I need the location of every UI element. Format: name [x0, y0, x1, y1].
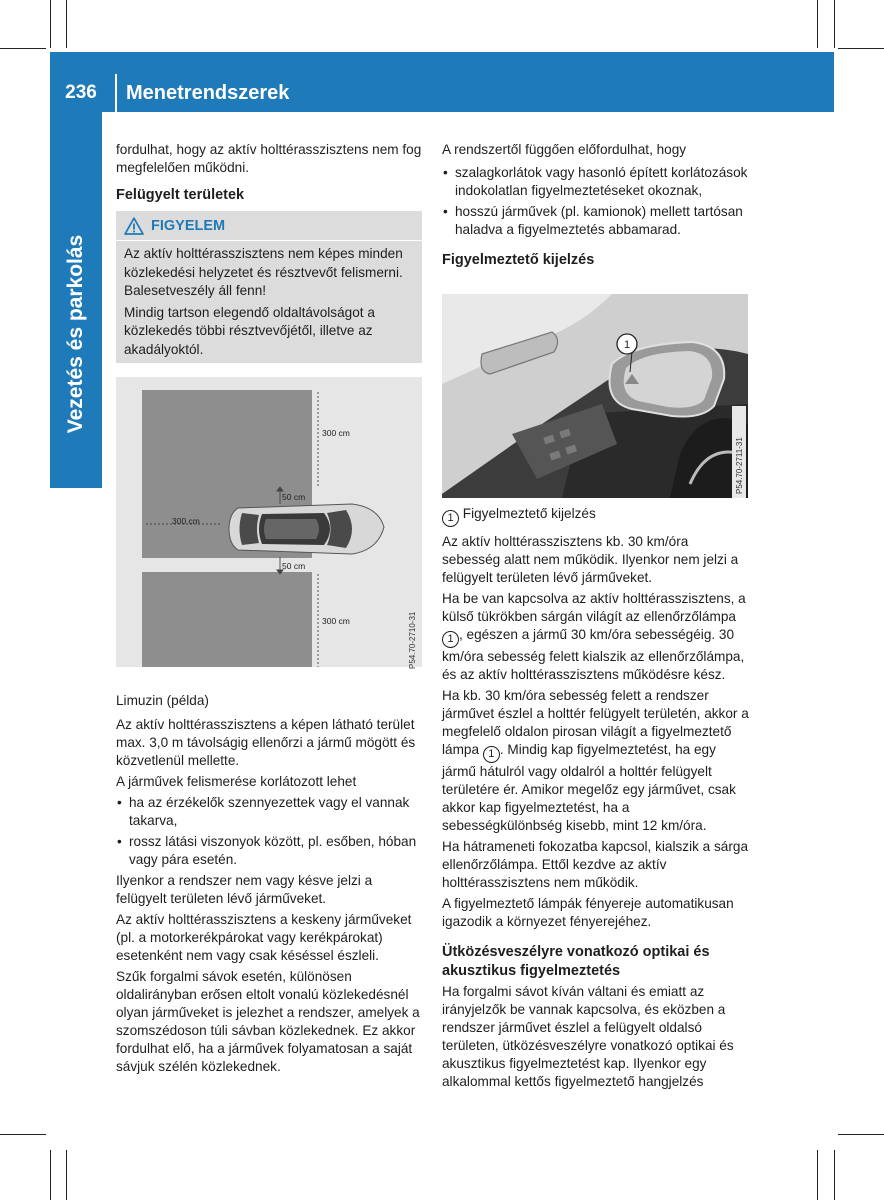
paragraph-part: , egészen a jármű 30 km/óra sebességéig. 30 km/óra sebesség felett kialszik az ellenőrzőlámpa, és az aktív holttérasszisztens működésre kész.	[442, 627, 745, 682]
paragraph	[442, 590, 750, 684]
page-number: 236	[65, 82, 97, 103]
warning-divider	[116, 240, 422, 241]
list-item: • ha az érzékelők szennyezettek vagy el vannak takarva,	[116, 794, 424, 830]
warning-title: FIGYELEM	[151, 218, 226, 234]
list-item: • hosszú járművek (pl. kamionok) mellett tartósan haladva a figyelmeztetés abbamarad.	[442, 203, 750, 239]
left-column-bottom	[116, 692, 424, 1079]
crop-mark	[50, 0, 51, 48]
right-column-bottom	[442, 505, 750, 1094]
crop-mark	[834, 0, 835, 48]
side-mirror-photo	[442, 294, 748, 498]
side-section-tab-label: Vezetés és parkolás	[64, 234, 87, 434]
crop-mark	[838, 1134, 884, 1135]
section-heading: Ütközésveszélyre vonatkozó optikai és akusztikus figyelmeztetés	[442, 944, 710, 979]
paragraph: Az aktív holttérasszisztens kb. 30 km/óra sebesség alatt nem működik. Ilyenkor nem jelzi a felügyelt területen lévő járműveket.	[442, 534, 739, 585]
header-divider	[115, 74, 117, 112]
crop-mark	[817, 0, 818, 48]
warning-triangle-icon	[124, 217, 144, 235]
warning-box	[116, 211, 422, 363]
legend-number: 1	[483, 746, 500, 763]
paragraph-part: . Mindig kap figyelmeztetést, ha egy jármű hátulról vagy oldalról a holttér felügyelt területére ér. Amikor megelőz egy járművet, csak akkor kap figyelmeztetést, ha a sebességkülönbség kisebb, mint 12 km/óra.	[442, 742, 736, 833]
dim-label-gap-bottom: 50 cm	[282, 561, 306, 571]
warning-paragraph: Mindig tartson elegendő oldaltávolságot a közlekedés többi résztvevőjétől, illetve az akadályoktól.	[124, 304, 375, 357]
legend-text: Figyelmeztető kijelzés	[462, 506, 596, 521]
chapter-title: Menetrendszerek	[126, 82, 290, 104]
paragraph: Az aktív holttérasszisztens a képen látható terület max. 3,0 m távolságig ellenőrzi a jármű mögött és közvetlenül mellette.	[116, 717, 416, 768]
crop-mark	[0, 1134, 46, 1135]
dim-label-rear: 300 cm	[172, 516, 200, 526]
paragraph: A rendszertől függően előfordulhat, hogy	[442, 142, 687, 157]
warning-body	[124, 245, 420, 362]
legend-number: 1	[442, 510, 459, 527]
crop-mark	[66, 1150, 67, 1200]
dim-label-bottom: 300 cm	[322, 616, 350, 626]
left-column-top	[116, 141, 424, 205]
paragraph-part: Ha kb. 30 km/óra sebesség felett a rendszer járművet észlel a holttér felügyelt területén, akkor a megfelelő oldalon pirosan világít a figyelmeztető lámpa	[442, 688, 749, 757]
paragraph-part: Ha be van kapcsolva az aktív holttérasszisztens, a külső tükrökben sárgán világít az ellenőrzőlámpa	[442, 591, 746, 624]
paragraph: Szűk forgalmi sávok esetén, különösen oldalirányban erősen eltolt vonalú közlekedésnél olyan járműveket is jelezhet a rendszer, amelyek a szomszédoson túli sávban közlekednek. Ez akkor fordulhat elő, ha a járművek folyamatosan a saját sávjuk szélén közlekednek.	[116, 969, 420, 1074]
list-item: • rossz látási viszonyok között, pl. esőben, hóban vagy pára esetén.	[116, 833, 424, 869]
paragraph: fordulhat, hogy az aktív holttérasszisztens nem fog megfelelően működni.	[116, 142, 422, 175]
dim-label-top: 300 cm	[322, 428, 350, 438]
paragraph: Ha hátrameneti fokozatba kapcsol, kialszik a sárga ellenőrzőlámpa. Ettől kezdve az aktív holttérasszisztens nem működik.	[442, 839, 749, 890]
crop-mark	[834, 1150, 835, 1200]
paragraph	[442, 687, 750, 835]
figure-caption: Limuzin (példa)	[116, 693, 209, 708]
section-heading: Felügyelt területek	[116, 187, 245, 203]
legend-number: 1	[442, 631, 459, 648]
paragraph: A járművek felismerése korlátozott lehet	[116, 774, 357, 789]
paragraph: Ilyenkor a rendszer nem vagy késve jelzi a felügyelt területen lévő járműveket.	[116, 873, 373, 906]
list-item: • szalagkorlátok vagy hasonló épített korlátozások indokolatlan figyelmeztetéseket okoznak,	[442, 164, 750, 200]
warning-paragraph: Az aktív holttérasszisztens nem képes minden közlekedési helyzetet és résztvevőt felismerni. Balesetveszély áll fenn!	[124, 246, 403, 298]
section-heading: Figyelmeztető kijelzés	[442, 252, 595, 268]
crop-mark	[817, 1150, 818, 1200]
monitored-area-diagram	[116, 377, 422, 683]
crop-mark	[838, 48, 884, 49]
figure-code: P54.70-2710-31	[408, 611, 417, 669]
paragraph: Ha forgalmi sávot kíván váltani és emiatt az irányjelzők be vannak kapcsolva, és eközben a rendszer járművet észlel a felügyelt oldalsó területen, ütközésveszélyre vonatkozó optikai és akusztikus figyelmeztetést kap. Ilyenkor egy alkalommal kettős figyelmeztető hangjelzés	[442, 984, 734, 1089]
crop-mark	[0, 48, 46, 49]
figure-code: P54.70-2711-31	[735, 437, 744, 494]
paragraph: Az aktív holttérasszisztens a keskeny járműveket (pl. a motorkerékpárokat vagy kerékpárokat) esetenként nem vagy csak késéssel észleli.	[116, 912, 412, 963]
crop-mark	[50, 1150, 51, 1200]
car-top-view	[229, 504, 384, 554]
right-column-top	[442, 141, 750, 270]
paragraph: A figyelmeztető lámpák fényereje automatikusan igazodik a környezet fényerejéhez.	[442, 896, 734, 929]
figure-callout: 1	[623, 339, 631, 351]
dim-label-gap-top: 50 cm	[282, 492, 306, 502]
warning-header	[124, 215, 225, 237]
figure-legend	[442, 505, 750, 527]
crop-mark	[66, 0, 67, 48]
